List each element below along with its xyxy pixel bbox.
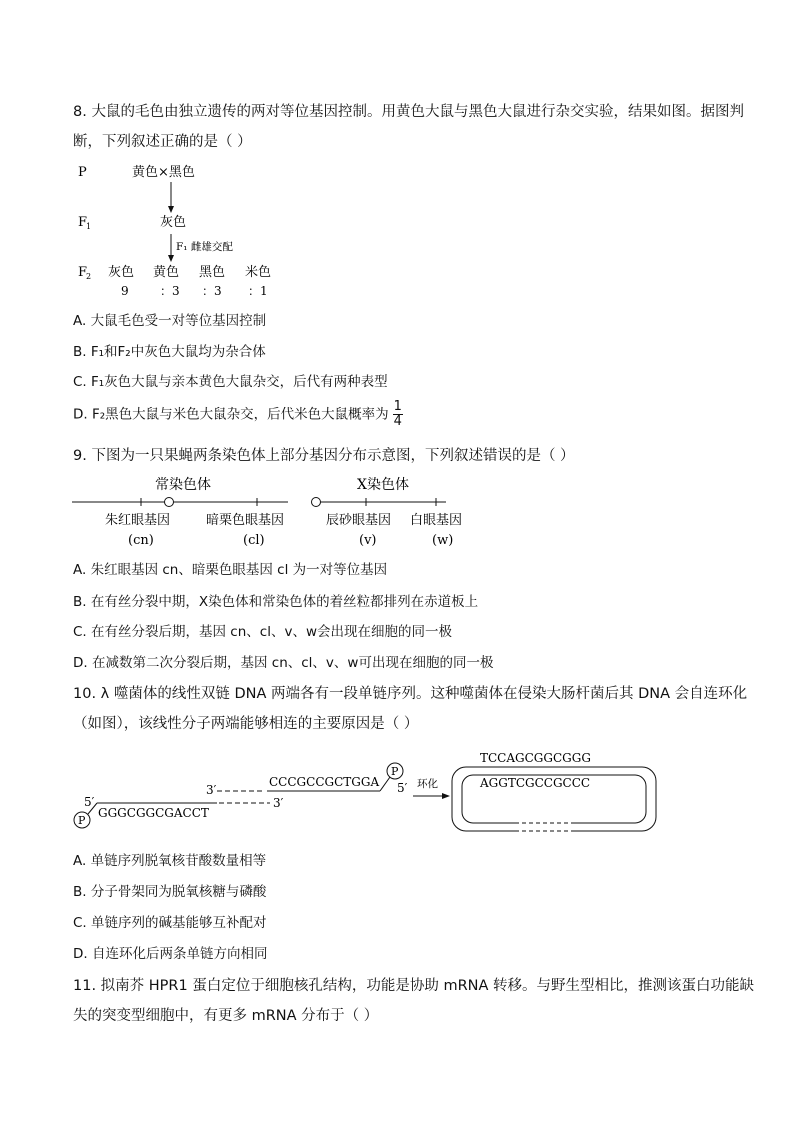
q8-option-a[interactable]: A. 大鼠毛色受一对等位基因控制	[73, 313, 267, 329]
q8-f2-pheno-2: 黑色	[199, 265, 226, 280]
q10-option-c[interactable]: C. 单链序列的碱基能够互补配对	[73, 915, 267, 931]
q8-option-b[interactable]: B. F₁和F₂中灰色大鼠均为杂合体	[73, 344, 266, 360]
q10-arrow-label: 环化	[417, 778, 438, 790]
q9-autosome-title: 常染色体	[155, 477, 211, 493]
q10-label-5p-left: 5′	[84, 795, 95, 809]
q9-x-title: X染色体	[357, 477, 409, 493]
q8-p-label: P	[78, 165, 87, 180]
q10-label-3p-left: 3′	[206, 783, 217, 797]
q10-option-a[interactable]: A. 单链序列脱氧核苷酸数量相等	[73, 853, 267, 869]
fraction-numerator: 1	[393, 399, 402, 414]
q10-stem-line2: （如图），该线性分子两端能够相连的主要原因是（ ）	[73, 716, 419, 732]
q9-option-a[interactable]: A. 朱红眼基因 cn、暗栗色眼基因 cl 为一对等位基因	[73, 562, 388, 578]
q10-label-5p-right: 5′	[397, 781, 408, 795]
q9-gene-cn-name: 朱红眼基因	[105, 513, 171, 528]
q8-arrowhead-2	[168, 255, 174, 262]
q10-option-d[interactable]: D. 自连环化后两条单链方向相同	[73, 946, 268, 962]
q10-label-3p-right: 3′	[273, 796, 284, 810]
q8-option-d-text: D. F₂黑色大鼠与米色大鼠杂交，后代米色大鼠概率为	[73, 406, 389, 423]
q10-stem-line1: 10. λ 噬菌体的线性双链 DNA 两端各有一段单链序列。这种噬菌体在侵染大肠杆菌后其 DNA 会自连环化	[73, 686, 748, 702]
q8-option-c[interactable]: C. F₁灰色大鼠与亲本黄色大鼠杂交，后代有两种表型	[73, 374, 388, 390]
q10-ring-outer-seq: TCCAGCGGCGGG	[480, 751, 591, 765]
q10-top-phosphate-link	[380, 777, 390, 791]
q8-f2-pheno-3: 米色	[245, 265, 272, 280]
q9-gene-w-symbol: (w)	[432, 533, 454, 548]
q8-ratio-0: 9	[121, 284, 129, 298]
q8-f2-sub: 2	[86, 272, 92, 281]
q8-stem-line2: 断，下列叙述正确的是（ ）	[73, 134, 252, 150]
q9-gene-v-symbol: (v)	[359, 533, 377, 548]
q10-phosphate-right-label: P	[391, 765, 399, 778]
q9-stem: 9. 下图为一只果蝇两条染色体上部分基因分布示意图，下列叙述错误的是（ ）	[73, 448, 575, 464]
q8-f2-label: F	[78, 265, 88, 280]
q10-bottom-seq: GGGCGGCGACCT	[98, 806, 209, 820]
q8-ratio-3: ：1	[248, 284, 268, 298]
q9-gene-v-name: 辰砂眼基因	[326, 513, 392, 528]
q8-p-cross: 黄色×黑色	[132, 165, 195, 180]
q8-f1-label: F	[78, 215, 88, 230]
q9-gene-cl-symbol: (cl)	[243, 533, 265, 548]
q9-option-b[interactable]: B. 在有丝分裂中期，X染色体和常染色体的着丝粒都排列在赤道板上	[73, 594, 479, 610]
q9-autosome-centromere	[165, 498, 174, 507]
q8-f2-pheno-0: 灰色	[108, 265, 135, 280]
q8-f1-sub: 1	[86, 222, 92, 231]
q9-chromosome-diagram	[70, 472, 490, 552]
q10-ring-inner-seq: AGGTCGCCGCCC	[480, 776, 591, 790]
fraction-denominator: 4	[393, 414, 402, 429]
q9-option-c[interactable]: C. 在有丝分裂后期，基因 cn、cl、v、w会出现在细胞的同一极	[73, 624, 452, 640]
q8-option-d-fraction	[393, 400, 403, 429]
q9-x-centromere	[312, 498, 321, 507]
q10-top-seq: CCCGCCGCTGGA	[269, 775, 380, 789]
q8-option-d[interactable]	[73, 400, 403, 429]
q8-cross-diagram	[70, 160, 300, 300]
q10-phosphate-left-label: P	[78, 814, 86, 827]
q10-arrowhead	[442, 793, 450, 799]
q9-gene-cn-symbol: (cn)	[128, 533, 154, 548]
q8-arrowhead-1	[168, 206, 174, 213]
q8-ratio-1: ：3	[160, 284, 180, 298]
q11-stem-line2: 失的突变型细胞中，有更多 mRNA 分布于（ ）	[73, 1008, 379, 1024]
q11-stem-line1: 11. 拟南芥 HPR1 蛋白定位于细胞核孔结构，功能是协助 mRNA 转移。与野生型相比，推测该蛋白功能缺	[73, 978, 755, 994]
q9-gene-w-name: 白眼基因	[410, 513, 463, 528]
q8-f2-pheno-1: 黄色	[153, 265, 180, 280]
q9-gene-cl-name: 暗栗色眼基因	[206, 513, 285, 528]
q9-option-d[interactable]: D. 在减数第二次分裂后期，基因 cn、cl、v、w可出现在细胞的同一极	[73, 655, 494, 671]
q8-f1-pheno: 灰色	[160, 215, 187, 230]
q8-arrow-note: F₁ 雌雄交配	[176, 241, 233, 253]
q10-option-b[interactable]: B. 分子骨架同为脱氧核糖与磷酸	[73, 884, 267, 900]
q10-dna-diagram	[70, 745, 720, 837]
q8-ratio-2: ：3	[202, 284, 222, 298]
q8-stem-line1: 8. 大鼠的毛色由独立遗传的两对等位基因控制。用黄色大鼠与黑色大鼠进行杂交实验，结果如图。据图判	[73, 104, 744, 120]
